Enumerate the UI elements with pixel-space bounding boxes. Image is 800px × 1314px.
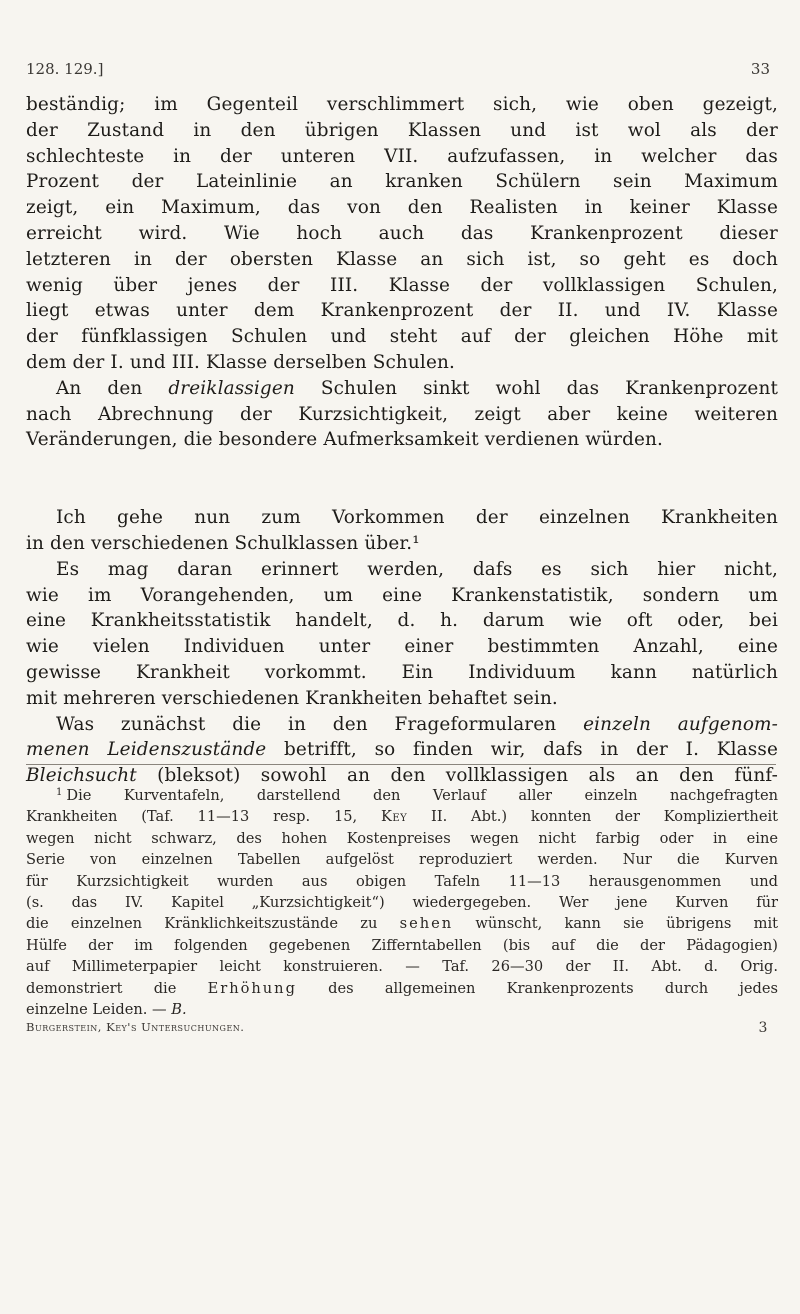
text-line: erreicht wird. Wie hoch auch das Krankenprozent dieser	[26, 222, 778, 244]
text-run: wünscht, kann sie übrigens mit	[453, 915, 778, 933]
text-line: wie vielen Individuen unter einer bestimmten Anzahl, eine	[26, 636, 778, 658]
text-run: einzelne Leiden. —	[26, 1001, 172, 1019]
emphasis-text: menen Leidenszustände	[26, 739, 267, 761]
signature-text: Burgerstein, Key's Untersuchungen.	[26, 1020, 245, 1034]
text-run: II. Abt.) konnten der Kompliziertheit	[407, 808, 778, 826]
footnote-line: (s. das IV. Kapitel „Kurzsichtigkeit“) wiedergegeben. Wer jene Kurven für	[26, 894, 778, 912]
footnote-line	[26, 806, 778, 827]
paragraph-5	[26, 712, 778, 789]
text-line: gewisse Krankheit vorkommt. Ein Individuum kann natürlich	[26, 661, 778, 683]
page-number: 33	[750, 60, 770, 78]
footnote-divider	[26, 764, 776, 765]
paragraph-2	[26, 376, 778, 453]
text-line	[26, 712, 778, 738]
text-line: Ich gehe nun zum Vorkommen der einzelnen Krankheiten	[56, 507, 778, 529]
text-line: wie im Vorangehenden, um eine Krankenstatistik, sondern um	[26, 584, 778, 606]
emphasis-text: Bleichsucht	[26, 765, 137, 787]
text-line: zeigt, ein Maximum, das von den Realisten in keiner Klasse	[26, 197, 778, 219]
footnote-line	[26, 978, 778, 999]
paragraph-4	[26, 557, 778, 712]
text-run: betrifft, so finden wir, dafs in der I. Klasse	[266, 739, 778, 761]
footnote-line: wegen nicht schwarz, des hohen Kostenpreises wegen nicht farbig oder in eine	[26, 829, 778, 847]
footnote-line	[26, 913, 778, 934]
spaced-text: Erhöhung	[207, 979, 297, 997]
text-line: letzteren in der obersten Klasse an sich ist, so geht es doch	[26, 248, 778, 270]
text-run: Krankheiten (Taf. 11—13 resp. 15,	[26, 808, 381, 826]
text-line: der fünfklassigen Schulen und steht auf der gleichen Höhe mit	[26, 326, 778, 348]
footnote-line: auf Millimeterpapier leicht konstruieren. — Taf. 26—30 der II. Abt. d. Orig.	[26, 958, 778, 976]
running-header	[26, 60, 770, 84]
text-run: die einzelnen Kränklichkeitszustände zu	[26, 915, 400, 933]
text-run: Schulen sinkt wohl das Krankenprozent	[294, 377, 778, 399]
text-line: mit mehreren verschiedenen Krankheiten behaftet sein.	[26, 687, 558, 709]
footnote-line: Serie von einzelnen Tabellen aufgelöst reproduziert werden. Nur die Kurven	[26, 851, 778, 869]
section-reference: 128. 129.]	[26, 60, 104, 78]
section-gap	[26, 453, 778, 505]
text-run: Was zunächst die in den Frageformularen	[56, 713, 584, 735]
footnote	[26, 782, 778, 1020]
text-line: Prozent der Lateinlinie an kranken Schülern sein Maximum	[26, 171, 778, 193]
text-line: Es mag daran erinnert werden, dafs es sich hier nicht,	[56, 558, 778, 580]
paragraph-1	[26, 92, 778, 376]
text-line: in den verschiedenen Schulklassen über.¹	[26, 532, 420, 554]
paragraph-3	[26, 505, 778, 557]
text-run: (bleksot) sowohl an den vollklassigen als an den fünf-	[136, 765, 778, 787]
sheet-number: 3	[758, 1020, 768, 1036]
text-run: demonstriert die	[26, 979, 208, 997]
text-line: wenig über jenes der III. Klasse der vollklassigen Schulen,	[26, 274, 778, 296]
footnote-marker: 1	[56, 787, 63, 798]
emphasis-text: einzeln aufgenom-	[583, 713, 778, 735]
author-name: Key	[380, 808, 408, 826]
text-line: beständig; im Gegenteil verschlimmert sich, wie oben gezeigt,	[26, 94, 778, 115]
text-line: schlechteste in der unteren VII. aufzufassen, in welcher das	[26, 145, 778, 167]
printer-signature	[26, 1020, 776, 1034]
text-line: eine Krankheitsstatistik handelt, d. h. darum wie oft oder, bei	[26, 610, 778, 632]
text-line: liegt etwas unter dem Krankenprozent der II. und IV. Klasse	[26, 300, 778, 322]
emphasis-text: B.	[171, 1001, 187, 1019]
text-run: Die Kurventafeln, darstellend den Verlauf aller einzeln nachgefragten	[66, 787, 778, 804]
text-line: nach Abrechnung der Kurzsichtigkeit, zeigt aber keine weiteren	[26, 403, 778, 425]
spaced-text: sehen	[399, 915, 454, 933]
text-line: der Zustand in den übrigen Klassen und ist wol als der	[26, 119, 778, 141]
text-line	[26, 737, 778, 763]
footnote-line: Hülfe der im folgenden gegebenen Zifferntabellen (bis auf die der Pädagogien)	[26, 936, 778, 954]
footnote-line	[26, 782, 778, 806]
text-line: Veränderungen, die besondere Aufmerksamkeit verdienen würden.	[26, 429, 664, 451]
footnote-line: für Kurzsichtigkeit wurden aus obigen Tafeln 11—13 herausgenommen und	[26, 872, 778, 890]
text-line: dem der I. und III. Klasse derselben Schulen.	[26, 351, 455, 373]
text-line	[26, 376, 778, 402]
text-run: des allgemeinen Krankenprozents durch jedes	[296, 979, 779, 997]
text-run: An den	[56, 377, 169, 399]
footnote-line	[26, 999, 778, 1020]
emphasis-text: dreiklassigen	[168, 377, 295, 399]
body-text	[26, 92, 778, 789]
